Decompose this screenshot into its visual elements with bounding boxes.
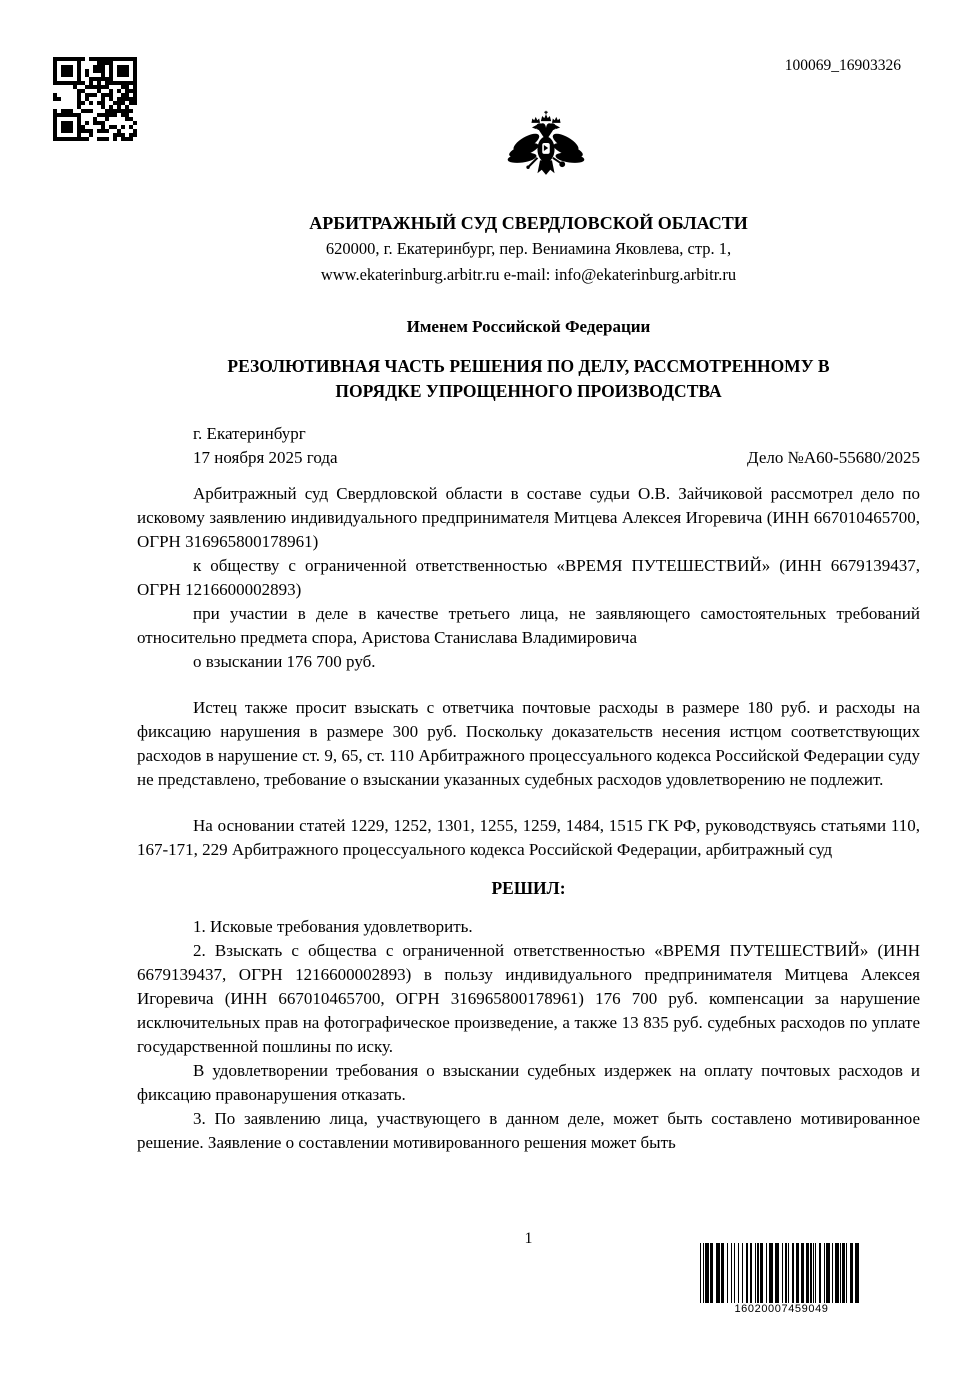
- document-title-line2: ПОРЯДКЕ УПРОЩЕННОГО ПРОИЗВОДСТВА: [335, 381, 722, 401]
- intro-paragraph-claim: о взыскании 176 700 руб.: [193, 652, 376, 671]
- in-the-name-line: Именем Российской Федерации: [406, 317, 651, 336]
- document-title: [137, 354, 920, 404]
- court-address: 620000, г. Екатеринбург, пер. Вениамина Яковлева, стр. 1,: [325, 239, 732, 258]
- intro-paragraph-third-party: при участии в деле в качестве третьего лица, не заявляющего самостоятельных требований относительно предмета спора, Аристова Станислава Владимировича: [137, 604, 920, 647]
- intro-paragraph-defendant: к обществу с ограниченной ответственностью «ВРЕМЯ ПУТЕШЕСТВИЙ» (ИНН 6679139437, ОГРН 1216600002893): [137, 556, 920, 599]
- resolution-item-1: 1. Исковые требования удовлетворить.: [193, 917, 473, 936]
- decision-date: 17 ноября 2025 года: [193, 448, 338, 467]
- resolution-item-2: 2. Взыскать с общества с ограниченной ответственностью «ВРЕМЯ ПУТЕШЕСТВИЙ» (ИНН 6679139437, ОГРН 1216600002893) в пользу индивидуального предпринимателя Митцева Алексея Игоревича (ИНН 667010465700, ОГРН 316965800178961) 176 700 руб. компенсации за нарушение исключительных прав на фотографическое произведение, а также 13 835 руб. судебных расходов по уплате государственной пошлины по иску.: [137, 941, 920, 1056]
- city-line: г. Екатеринбург: [193, 424, 306, 443]
- date-case-row: [137, 446, 920, 470]
- barcode: [700, 1243, 863, 1316]
- case-number: Дело №А60-55680/2025: [747, 448, 920, 467]
- resolution-item-2-refusal: В удовлетворении требования о взыскании судебных издержек на оплату почтовых расходов и фиксацию правонарушения отказать.: [137, 1061, 920, 1104]
- court-name: АРБИТРАЖНЫЙ СУД СВЕРДЛОВСКОЙ ОБЛАСТИ: [309, 213, 748, 233]
- document-title-line1: РЕЗОЛЮТИВНАЯ ЧАСТЬ РЕШЕНИЯ ПО ДЕЛУ, РАССМОТРЕННОМУ В: [227, 356, 830, 376]
- resolution-item-3: 3. По заявлению лица, участвующего в данном деле, может быть составлено мотивированное решение. Заявление о составлении мотивированного решения может быть: [137, 1109, 920, 1152]
- paragraph-legal-basis: На основании статей 1229, 1252, 1301, 1255, 1259, 1484, 1515 ГК РФ, руководствуясь статьями 110, 167-171, 229 Арбитражного процессуального кодекса Российской Федерации, арбитражный суд: [137, 816, 920, 859]
- document-body: [137, 0, 920, 1155]
- barcode-number: 16020007459049: [734, 1303, 829, 1315]
- intro-paragraph-court: Арбитражный суд Свердловской области в составе судьи О.В. Зайчиковой рассмотрел дело по исковому заявлению индивидуального предпринимателя Митцева Алексея Игоревича (ИНН 667010465700, ОГРН 316965800178961): [137, 484, 920, 551]
- barcode-icon: [700, 1243, 863, 1303]
- document-id: 100069_16903326: [784, 57, 901, 74]
- qr-code-icon: [53, 57, 137, 141]
- resolution-heading: РЕШИЛ:: [491, 878, 566, 898]
- paragraph-costs: Истец также просит взыскать с ответчика почтовые расходы в размере 180 руб. и расходы на фиксацию нарушения в размере 300 руб. Поскольку доказательств несения истцом соответствующих расходов в нарушение ст. 9, 65, ст. 110 Арбитражного процессуального кодекса Российской Федерации суду не представлено, требование о взыскании указанных судебных расходов удовлетворению не подлежит.: [137, 698, 920, 789]
- court-contacts: www.ekaterinburg.arbitr.ru e-mail: info@ekaterinburg.arbitr.ru: [320, 265, 737, 284]
- page-number: 1: [524, 1230, 533, 1247]
